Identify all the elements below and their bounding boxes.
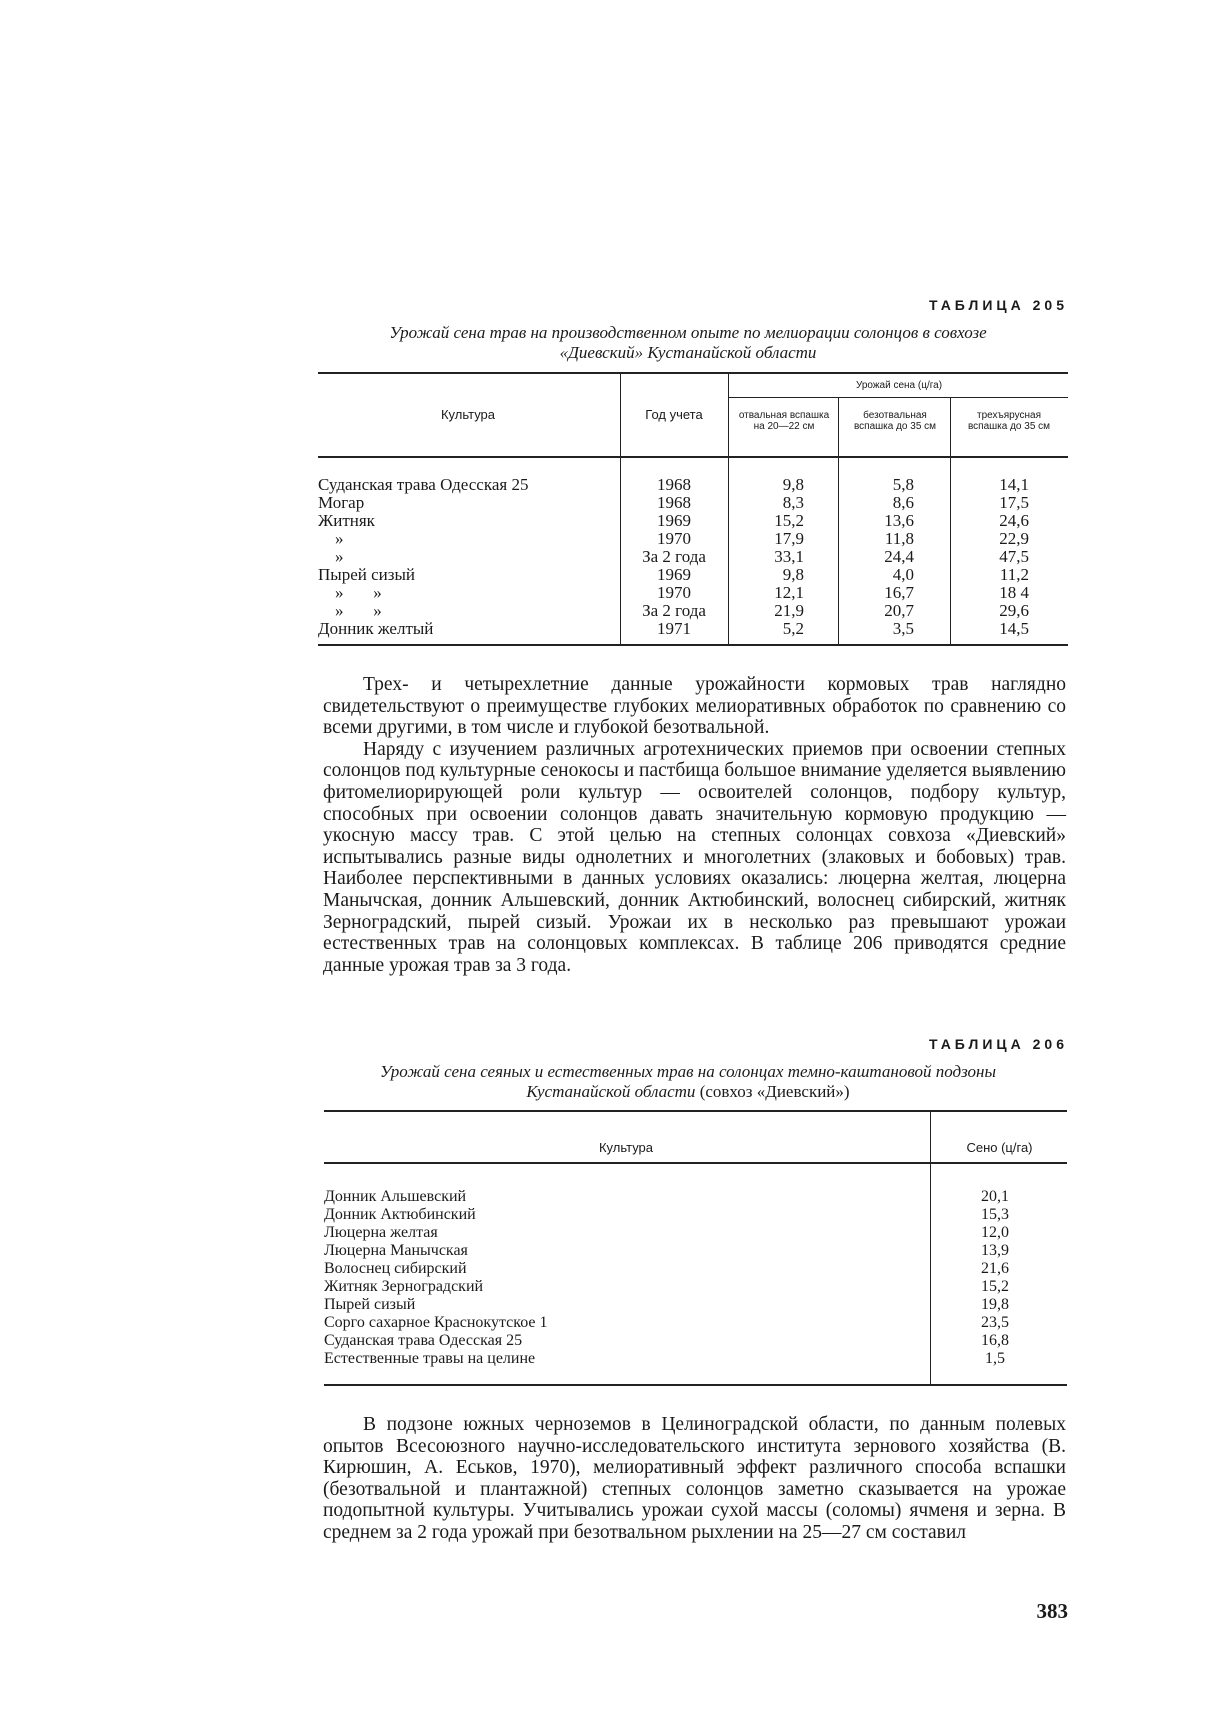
cell-culture: Суданская трава Одесская 25 <box>324 1332 523 1349</box>
header-culture: Культура <box>440 407 496 422</box>
table-206-header-rule <box>324 1162 1067 1164</box>
cell-hay: 20,1 <box>981 1188 1009 1205</box>
cell-value: 33,1 <box>774 547 804 566</box>
table-row <box>324 1206 1064 1223</box>
cell-culture: Пырей сизый <box>324 1296 416 1313</box>
table-row <box>318 620 1068 637</box>
table-row <box>324 1242 1064 1259</box>
body-text-2 <box>323 1414 1066 1544</box>
table-row <box>318 530 1068 547</box>
table-205-caption <box>318 323 1058 363</box>
cell-value: 16,7 <box>884 583 914 602</box>
table-206-caption-line1: Урожай сена сеяных и естественных трав на солонцах темно-каштановой подзоны <box>380 1062 996 1081</box>
paragraph: В подзоне южных черноземов в Целиноградской области, по данным полевых опытов Всесоюзного научно-исследовательского института зернового хозяйства (В. Кирюшин, А. Еськов, 1970), мелиоративный эффект различного способа вспашки (безотвальной и плантажной) степных солонцов заметно сказывается на урожае подопытной культуры. Учитывались урожаи сухой массы (соломы) ячменя и зерна. В среднем за 2 года урожай при безотвальном рыхлении на 25—27 см составил <box>323 1414 1066 1543</box>
cell-hay: 12,0 <box>981 1224 1009 1241</box>
cell-value: 18 4 <box>999 583 1029 602</box>
table-row <box>318 548 1068 565</box>
cell-culture: Пырей сизый <box>318 565 415 584</box>
header-sub-three-tier: трехъярусная вспашка до 35 см <box>967 410 1051 432</box>
cell-value: 14,1 <box>999 475 1029 494</box>
cell-year: 1969 <box>657 565 691 584</box>
cell-value: 5,8 <box>892 475 914 494</box>
cell-culture: Житняк Зерноградский <box>324 1278 484 1295</box>
cell-value: 17,5 <box>999 493 1029 512</box>
body-text-1 <box>323 674 1066 976</box>
cell-culture: Естественные травы на целине <box>324 1350 536 1367</box>
cell-value: 24,4 <box>884 547 914 566</box>
cell-hay: 16,8 <box>981 1332 1009 1349</box>
cell-value: 21,9 <box>774 601 804 620</box>
table-row <box>324 1350 1064 1367</box>
cell-value: 9,8 <box>782 565 804 584</box>
cell-year: 1970 <box>657 529 691 548</box>
table-row <box>324 1296 1064 1313</box>
cell-culture: Люцерна желтая <box>324 1224 438 1241</box>
header-sub-moldboard: отвальная вспашка на 20—22 см <box>738 410 830 432</box>
table-row <box>324 1314 1064 1331</box>
table-205-top-rule <box>318 372 1068 374</box>
table-205-header-rule <box>318 456 1068 458</box>
cell-year: 1971 <box>657 619 691 638</box>
table-206-caption-line2 <box>318 1082 1058 1102</box>
cell-hay: 1,5 <box>985 1350 1005 1367</box>
caption-plain-part: (совхоз «Диевский») <box>695 1082 850 1101</box>
cell-value: 9,8 <box>782 475 804 494</box>
cell-hay: 19,8 <box>981 1296 1009 1313</box>
cell-year: 1969 <box>657 511 691 530</box>
table-row <box>324 1224 1064 1241</box>
cell-hay: 15,2 <box>981 1278 1009 1295</box>
header-sub-nonmoldboard: безотвальная вспашка до 35 см <box>853 410 937 432</box>
table-205-bottom-rule <box>318 644 1068 646</box>
table-row <box>324 1188 1064 1205</box>
table-row <box>318 512 1068 529</box>
cell-value: 8,6 <box>892 493 914 512</box>
header-culture: Культура <box>598 1140 654 1155</box>
cell-culture: Волоснец сибирский <box>324 1260 467 1277</box>
table-206-label: ТАБЛИЦА 206 <box>929 1036 1068 1052</box>
cell-value: 15,2 <box>774 511 804 530</box>
cell-year: За 2 года <box>642 547 706 566</box>
table-row <box>324 1332 1064 1349</box>
table-205-caption-line1: Урожай сена трав на производственном опыте по мелиорации солонцов в совхозе <box>389 323 987 342</box>
cell-culture: » » <box>318 583 382 602</box>
caption-italic-part: Кустанайской области <box>526 1082 696 1101</box>
page-number: 383 <box>1036 1599 1068 1623</box>
cell-culture: Сорго сахарное Краснокутское 1 <box>324 1314 548 1331</box>
cell-value: 13,6 <box>884 511 914 530</box>
table-206-top-rule <box>324 1110 1067 1112</box>
table-206-bottom-rule <box>324 1384 1067 1386</box>
cell-culture: » » <box>318 601 382 620</box>
cell-value: 12,1 <box>774 583 804 602</box>
cell-value: 47,5 <box>999 547 1029 566</box>
cell-value: 29,6 <box>999 601 1029 620</box>
cell-culture: » <box>318 529 344 548</box>
cell-year: За 2 года <box>642 601 706 620</box>
header-year: Год учета <box>645 407 703 422</box>
table-row <box>318 566 1068 583</box>
table-205-label: ТАБЛИЦА 205 <box>929 297 1068 313</box>
cell-hay: 23,5 <box>981 1314 1009 1331</box>
cell-value: 20,7 <box>884 601 914 620</box>
cell-value: 17,9 <box>774 529 804 548</box>
cell-year: 1968 <box>657 475 691 494</box>
cell-value: 11,8 <box>884 529 914 548</box>
paragraph: Наряду с изучением различных агротехнических приемов при освоении степных солонцов под культурные сенокосы и пастбища большое внимание уделяется выявлению фитомелиорирующей роли культур — освоителей солонцов, подбору культур, способных при освоении солонцов давать значительную кормовую продукцию — укосную массу трав. С этой целью на степных солонцах совхоза «Диевский» испытывались разные виды однолетних и многолетних (злаковых и бобовых) трав. Наиболее перспективными в данных условиях оказались: люцерна желтая, люцерна Манычская, донник Альшевский, донник Актюбинский, волоснец сибирский, житняк Зерноградский, пырей сизый. Урожаи их в несколько раз превышают урожаи естественных трав на солонцовых комплексах. В таблице 206 приводятся средние данные урожая трав за 3 года. <box>323 738 1066 976</box>
table-205-caption-line2: «Диевский» Кустанайской области <box>559 343 817 362</box>
table-row <box>324 1260 1064 1277</box>
table-205-group-rule <box>728 397 1068 398</box>
cell-year: 1970 <box>657 583 691 602</box>
cell-value: 22,9 <box>999 529 1029 548</box>
table-row <box>318 584 1068 601</box>
cell-culture: » <box>318 547 344 566</box>
cell-culture: Могар <box>318 493 365 512</box>
cell-culture: Люцерна Манычская <box>324 1242 468 1259</box>
cell-culture: Суданская трава Одесская 25 <box>318 475 529 494</box>
table-row <box>318 494 1068 511</box>
cell-value: 24,6 <box>999 511 1029 530</box>
cell-year: 1968 <box>657 493 691 512</box>
cell-value: 4,0 <box>892 565 914 584</box>
cell-culture: Донник Актюбинский <box>324 1206 476 1223</box>
table-206-caption <box>318 1062 1058 1102</box>
paragraph: Трех- и четырехлетние данные урожайности кормовых трав наглядно свидетельствуют о преимуществе глубоких мелиоративных обработок по сравнению со всеми другими, в том числе и глубокой безотвальной. <box>323 674 1066 739</box>
table-row <box>318 602 1068 619</box>
cell-value: 11,2 <box>999 565 1029 584</box>
table-row <box>318 476 1068 493</box>
cell-hay: 15,3 <box>981 1206 1009 1223</box>
cell-culture: Донник желтый <box>318 619 434 638</box>
cell-value: 3,5 <box>892 619 914 638</box>
cell-culture: Житняк <box>318 511 375 530</box>
header-yield-group: Урожай сена (ц/га) <box>855 380 943 391</box>
table-row <box>324 1278 1064 1295</box>
header-hay: Сено (ц/га) <box>966 1140 1033 1155</box>
cell-hay: 13,9 <box>981 1242 1009 1259</box>
cell-value: 8,3 <box>782 493 804 512</box>
cell-value: 14,5 <box>999 619 1029 638</box>
cell-value: 5,2 <box>782 619 804 638</box>
cell-culture: Донник Альшевский <box>324 1188 467 1205</box>
cell-hay: 21,6 <box>981 1260 1009 1277</box>
